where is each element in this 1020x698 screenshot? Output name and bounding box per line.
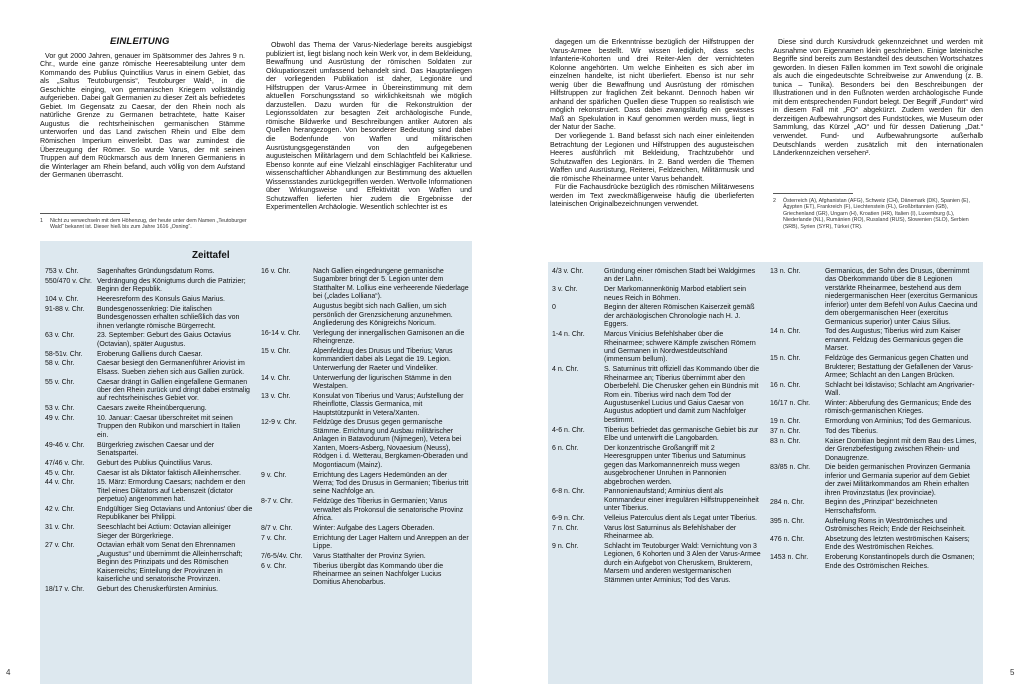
timeline-date: 42 v. Chr. [45,505,75,513]
timeline-date: 6-8 n. Chr. [552,488,585,496]
timeline-text: Sagenhaftes Gründungsdatum Roms. [97,268,215,275]
timeline-date: 7 v. Chr. [261,534,287,542]
timeline-entry [770,418,980,426]
timeline-entry [261,419,469,470]
timeline-date: 55 v. Chr. [45,378,75,386]
timeline-text: Bundesgenossenkrieg: Die italischen Bundesgenossen erhalten schließlich das von ihnen verlangte römische Bürgerrecht. [97,305,240,330]
timeline-date: 4 n. Chr. [552,366,579,374]
timeline-date: 18/17 v. Chr. [45,585,85,593]
right-column-1 [550,38,754,209]
timeline-date: 83 n. Chr. [770,437,801,445]
page-number: 5 [1010,668,1015,677]
timeline-entry [261,498,469,523]
timeline-date: 31 v. Chr. [45,524,75,532]
timeline-date: 16/17 n. Chr. [770,399,811,407]
timeline-entry [261,375,469,392]
timeline-entry [261,563,469,588]
timeline-entry [770,518,980,535]
timeline-text: 10. Januar: Caesar überschreitet mit seinen Truppen den Rubikon und marschiert in Italien ein. [97,414,241,439]
timeline-entry [770,382,980,399]
timeline-entry [261,393,469,418]
timeline-date: 6 v. Chr. [261,562,287,570]
timeline-entry [552,304,762,329]
timeline-text: Germanicus, der Sohn des Drusus, übernimmt das Oberkommando über die 8 Legionen verstärkte Rheinarmee, bestehend aus dem niedergermanischen Heer (exercitus Germanicus inferior) unter dem Befehl von Aulus Caecina und dem obergermanischen Heer (exercitus Germanicus superior) unter Caius Silius. [825,268,978,326]
timeline-entry [45,479,253,504]
timeline-text: Der Markomannenkönig Marbod etabliert sein neues Reich in Böhmen. [604,286,747,302]
timeline-entry [45,405,253,413]
timeline-date: 1-4 n. Chr. [552,331,585,339]
timeline-date: 49-46 v. Chr. [45,441,85,449]
timeline-text: Schlacht bei Idistaviso; Schlacht am Angrivarier-Wall. [825,381,975,398]
right-column-2-text [773,38,983,158]
timeline-text: Schlacht im Teutoburger Wald: Vernichtung von 3 Legionen, 6 Kohorten und 3 Alen der Varus-Armee durch ein Aufgebot von Cheruskern, Brukterern, Marsern und anderen westgermanischen Stämmen unter Arminius; Tod des Varus. [604,543,761,584]
timeline-entry [770,536,980,553]
timeline-date: 37 n. Chr. [770,427,801,435]
timeline-date: 16 v. Chr. [261,268,291,275]
left-column-1 [40,38,245,180]
footnote-text: Nicht zu verwechseln mit dem Höhenzug, der heute unter dem Namen „Teutoburger Wald“ bekannt ist. Dieser hieß bis zum Jahre 1616 „Osning“. [50,218,247,231]
timeline-entry [45,442,253,459]
timeline-date: 7 n. Chr. [552,524,579,532]
timeline-entry [45,360,253,377]
timeline-date: 14 n. Chr. [770,328,801,336]
timeline-entry [45,524,253,541]
timeline-date: 476 n. Chr. [770,535,805,543]
timeline-date: 395 n. Chr. [770,517,805,525]
timeline-text: Geburt des Cheruskerfürsten Arminius. [97,585,218,593]
timeline-text: S. Saturninus tritt offiziell das Kommando über die Rheinarmee an; Tiberius übernimmt aber den Oberbefehl. Die Cherusker gehen ein Bündnis mit Rom ein. Tiberius wird nach dem Tod der Augustusenkel Lucius und Gaius Caesar von Augustus adoptiert und damit zum Nachfolger bestimmt. [604,366,760,424]
timeline-entry [261,525,469,533]
timeline-entry [45,332,253,349]
timeline-entry [770,438,980,463]
timeline-column-3 [552,268,762,587]
timeline-column-2 [261,268,469,589]
timeline-entry [261,553,469,561]
timeline-text: Absetzung des letzten weströmischen Kaisers; Ende des Weströmischen Reiches. [825,535,970,552]
timeline-date: 4/3 v. Chr. [552,268,584,275]
timeline-date: 49 v. Chr. [45,414,75,422]
timeline-text: Verdrängung des Königtums durch die Patrizier; Beginn der Republik. [97,277,246,294]
timeline-date: 753 v. Chr. [45,268,79,275]
timeline-date: 550/470 v. Chr. [45,277,92,285]
timeline-entry [770,428,980,436]
right-column-1-text [550,38,754,209]
timeline-date: 8-7 v. Chr. [261,498,293,506]
timeline-text: Nach Gallien eingedrungene germanische Sugambrer bringt der 5. Legion unter dem Statthalter M. Lollius eine verheerende Niederlage bei („clades Lolliana“). [313,268,469,301]
timeline-entry [261,268,469,302]
footnote-text: Österreich (A), Afghanistan (AFG), Schweiz (CH), Dänemark (DK), Spanien (E), Ägypten (ET), Frankreich (F), Liechtenstein (FL), Großbritannien (GB), Griechenland (GR), Ungarn (H), Kroatien (HR), Italien (I), Luxemburg (L), Niederlande (NL), Rumänien (RO), Russland (RUS), Slowenien (SLO), Serbien (SRB), Syrien (SYR), Türkei (TR). [783,198,970,230]
timeline-text: Octavian erhält vom Senat den Ehrennamen „Augustus“ und übernimmt die Alleinherrschaft; Beginn des Prinzipats und des Römischen Kaiserreichs; Einteilung der Provinzen in kaiserliche und senatorische Provinzen. [97,542,243,584]
timeline-text: Geburt des Publius Quinctilius Varus. [97,459,213,467]
timeline-text: Varus Statthalter der Provinz Syrien. [313,552,426,560]
timeline-text: Kaiser Domitian beginnt mit dem Bau des Limes, der Grenzbefestigung zwischen Rhein- und Donaugrenze. [825,437,977,462]
timeline-entry [770,268,980,327]
timeline-text: Caesar ist als Diktator faktisch Alleinherrscher. [97,469,241,477]
timeline-entry [45,506,253,523]
paragraph: Diese sind durch Kursivdruck gekennzeichnet und werden mit Ausnahme von Eigennamen klein geschrieben. Einige lateinische Begriffe sind bereits zum Bestandteil des deutschen Wortschatzes geworden. In diesen Fällen kommen im Text sowohl die originale als auch die eingedeutschte Schreibweise zur Anwendung (z. B. tunica – Tunika). Besonders bei den Beschreibungen der Illustrationen und in den Fußnoten werden archäologische Funde mit dem entsprechenden Fundort belegt. Der Begriff „Fundort“ wird in diesem Fall mit „FO“ abgekürzt. Zudem werden für den derzeitigen Aufbewahrungsort des Fundstückes, wie Museum oder Sammlung, das Kürzel „AO“ und für dessen Datierung „Dat.“ verwendet. Fund- und Aufbewahrungsorte außerhalb Deutschlands werden zusätzlich mit den internationalen Länderkennzeichen versehen². [773,38,983,158]
timeline-date [261,303,313,328]
timeline-date: 6 n. Chr. [552,444,579,452]
timeline-entry [45,586,253,594]
timeline-entry [261,535,469,552]
timeline-date: 53 v. Chr. [45,405,75,413]
timeline-entry [770,499,980,516]
timeline-date: 58-51v. Chr. [45,350,83,358]
timeline-text: Beginn der älteren Römischen Kaiserzeit gemäß der archäologischen Chronologie nach H. J. Eggers. [604,304,755,329]
timeline-column-1 [45,268,253,596]
timeline-entry [770,400,980,417]
timeline-entry [552,515,762,523]
left-column-2-text [266,41,472,212]
paragraph: Obwohl das Thema der Varus-Niederlage bereits ausgiebigst publiziert ist, liegt bislang noch kein Werk vor, in dem Bekleidung, Bewaffnung und Ausrüstung der römischen Soldaten zur Okkupationszeit umfassend behandelt sind. Das Hauptanliegen der vorliegenden Publikation ist daher, Legionäre und Hilfstruppen der Varus-Armee in Übereinstimmung mit dem aktuellen Forschungsstand so wirklichkeitsnah wie möglich darzustellen. Dazu wurden für die Rekonstruktion der Legionssoldaten zur besagten Zeit archäologische Funde, römische Bildwerke und Beschreibungen antiker Autoren als Quellen herangezogen. Von besonderer Bedeutung sind dabei die Bodenfunde von Waffen und militärischen Ausrüstungsgegenständen von den aufgegebenen augusteischen Militärlagern und dem Schlachtfeld bei Kalkriese. Ebenso konnte auf eine Vielzahl einschlägiger Fachliteratur und wissenschaftlicher Abhandlungen zur Bestimmung des aktuellen Wissensstandes zurückgegriffen werden. Wertvolle Informationen über Wirkungsweise und Effektivität von Waffen und Schutzwaffen lieferten hier zudem die Ergebnisse der Experimentellen Archäologie. Wesentlich schlechter ist es [266,41,472,212]
timeline-entry [770,328,980,353]
paragraph: Vor gut 2000 Jahren, genauer im Spätsommer des Jahres 9 n. Chr., wurde eine ganze römische Heeresabteilung unter dem Kommando des Publius Quinctilius Varus in einem Gebiet, das als „Saltus Teutoburgensis“, Teutoburger Wald¹, in die Geschichte einging, von germanischen Kriegern vollständig aufgerieben. Dabei galt Germanien zu dieser Zeit als befriedetes Gebiet. Im Gegensatz zu Caesar, der den Rhein noch als natürliche Grenze zu Germanen betrachtete, hatte Kaiser Augustus die rechtsrheinischen germanischen Stämme unterworfen und das Land zwischen Rhein und Elbe dem Römischen Imperium einverleibt. Das war zumindest die Überzeugung der Römer. So wurde Varus, der mit seinen Truppen auf dem Rückmarsch aus dem Inneren Germaniens in die Winterlager am Rhein befand, auch völlig von dem Aufstand der Germanen überrascht. [40,51,245,180]
timeline-text: Velleius Paterculus dient als Legat unter Tiberius. [604,515,757,523]
timeline-date: 91-88 v. Chr. [45,305,85,313]
timeline-text: Tiberius übergibt das Kommando über die Rheinarmee an seinen Nachfolger Lucius Domitius Ahenobarbus. [313,562,444,587]
timeline-text: Gründung einer römischen Stadt bei Waldgirmes an der Lahn. [604,268,756,284]
timeline-text: Bürgerkrieg zwischen Caesar und der Senatspartei. [97,441,215,458]
timeline-text: Feldzüge des Germanicus gegen Chatten und Brukterer; Bestattung der Gefallenen der Varus-Armee; Schlacht an den Langen Brücken. [825,355,974,380]
right-column-2 [773,38,983,158]
timeline-text: Beginn des „Prinzipat“ bezeichneten Herrschaftsform. [825,499,938,515]
timeline-text: Caesar besiegt den Germanenführer Ariovist im Elsass. Sueben ziehen sich aus Gallien zurück. [97,360,245,376]
timeline-entry [552,366,762,425]
timeline-date: 14 v. Chr. [261,374,291,382]
timeline-text: Ermordung von Arminius; Tod des Germanicus. [825,418,972,426]
timeline-text: Unterwerfung der ligurischen Stämme in den Westalpen. [313,374,452,391]
timeline-entry [261,330,469,347]
timeline-entry [552,445,762,487]
timeline-entry [45,470,253,478]
timeline-entry [552,488,762,513]
timeline-text: Winter: Abberufung des Germanicus; Ende des römisch-germanischen Krieges. [825,399,972,416]
timeline-date: 58 v. Chr. [45,360,75,368]
timeline-text: Eroberung Konstantinopels durch die Osmanen; Ende des Oströmischen Reiches. [825,554,975,570]
timeline-date: 45 v. Chr. [45,469,75,477]
timeline-text: Der konzentrische Großangriff mit 2 Heeresgruppen unter Tiberius und Saturninus gegen das Markomannenreich muss wegen ausgebrochener Unruhen in Pannonien abgebrochen werden. [604,444,746,486]
left-column-1-text [40,52,245,180]
timeline-date: 13 v. Chr. [261,392,291,400]
timeline-text: Seeschlacht bei Actium: Octavian alleiniger Sieger der Bürgerkriege. [97,524,231,540]
timeline-entry [261,472,469,497]
timeline-text: Varus löst Saturninus als Befehlshaber der Rheinarmee ab. [604,524,737,541]
timeline-date: 9 n. Chr. [552,543,579,551]
timeline-entry [770,554,980,571]
timeline-entry [45,460,253,468]
timeline-entry [45,415,253,440]
page-number: 4 [6,668,11,677]
timeline-date: 83/85 n. Chr. [770,464,811,472]
timeline-text: Errichtung des Lagers Hedemünden an der Werra; Tod des Drusus in Germanien; Tiberius tritt seine Nachfolge an. [313,471,469,496]
timeline-date: 284 n. Chr. [770,499,805,507]
left-column-2 [266,41,472,212]
zeittafel-title: Zeittafel [192,250,230,261]
timeline-date: 6-9 n. Chr. [552,515,585,523]
timeline-date: 12-9 v. Chr. [261,419,297,427]
timeline-date: 9 v. Chr. [261,471,287,479]
timeline-entry [261,348,469,373]
timeline-entry [261,303,469,328]
timeline-text: Verlegung der innergallischen Garnisonen an die Rheingrenze. [313,329,465,346]
timeline-date: 16-14 v. Chr. [261,329,301,337]
timeline-text: Heeresreform des Konsuls Gaius Marius. [97,295,225,303]
timeline-date: 0 [552,304,556,312]
timeline-entry [770,464,980,498]
footnote-number: 2 [773,198,776,204]
timeline-entry [552,525,762,542]
timeline-entry [45,278,253,295]
timeline-entry [552,543,762,585]
timeline-text: Endgültiger Sieg Octavians und Antonius' über die Republikaner bei Philippi. [97,505,253,522]
footnote-number: 1 [40,218,43,224]
timeline-text: Alpenfeldzug des Drusus und Tiberius; Varus kommandiert dabei als Legat die 19. Legion. Unterwerfung der Raeter und Vindeliker. [313,347,453,372]
timeline-text: Caesars zweite Rheinüberquerung. [97,405,207,413]
footnote-rule [773,193,853,194]
timeline-entry [552,427,762,444]
timeline-text: Caesar drängt in Gallien eingefallene Germanen über den Rhein zurück und dringt dabei erstmalig auf rechtsrheinisches Gebiet vor. [97,378,250,403]
timeline-text: Tiberius befriedet das germanische Gebiet bis zur Elbe und unterwirft die Langobarden. [604,426,759,443]
timeline-text: Feldzüge des Drusus gegen germanische Stämme. Errichtung und Ausbau militärischer Anlagen in Batavodurum (Nijmegen), Vetera bei Xanten, Moers-Asberg, Novaesium (Neuss), Rödgen i. d. Wetterau, Bergkamen-Oberaden und Mogontiacum (Mainz). [313,419,468,469]
timeline-text: Feldzüge des Tiberius in Germanien; Varus verwaltet als Prokonsul die senatorische Provinz Africa. [313,498,464,523]
timeline-date: 47/46 v. Chr. [45,459,85,467]
paragraph: dagegen um die Erkenntnisse bezüglich der Hilfstruppen der Varus-Armee bestellt. Wir wissen lediglich, dass sechs Infanterie-Kohorten und drei Reiter-Alen der vernichteten Kolonne angehörten. Um welche Einheiten es sich aber im einzelnen handelte, ist nicht überliefert. Ebenso ist nur sehr wenig über die Bewaffnung und Ausrüstung der römischen Hilfstruppen zur fraglichen Zeit bekannt. Dennoch haben wir anhand der spärlichen Quellen diese Truppen so realistisch wie möglich rekonstruiert. Dass dabei zwangsläufig ein gewisses Maß an Spekulation in Kauf genommen werden muss, liegt in der Natur der Sache. [550,38,754,132]
timeline-text: 15. März: Ermordung Caesars; nachdem er den Titel eines Diktators auf Lebenszeit (dictator perpetuo) angenommen hat. [97,479,246,504]
timeline-entry [552,331,762,365]
timeline-text: Pannonienaufstand; Arminius dient als Kommandeur einer irregulären Hilfstruppeneinheit unter Tiberius. [604,488,759,513]
timeline-text: Aufteilung Roms in Weströmisches und Oströmisches Reich; Ende der Reichseinheit. [825,517,966,534]
timeline-entry [45,306,253,331]
timeline-date: 63 v. Chr. [45,332,75,340]
timeline-text: Augustus begibt sich nach Gallien, um sich persönlich der Grenzsicherung anzunehmen. Angliederung des Königreichs Noricum. [313,303,453,328]
timeline-entry [770,355,980,380]
right-page [510,0,1020,698]
timeline-text: 23. September: Geburt des Gaius Octavius (Octavian), später Augustus. [97,332,231,348]
timeline-entry [45,379,253,404]
timeline-entry [45,296,253,304]
timeline-date: 16 n. Chr. [770,381,801,389]
timeline-text: Winter: Aufgabe des Lagers Oberaden. [313,524,435,532]
timeline-entry [552,268,762,285]
paragraph: Der vorliegende 1. Band befasst sich nach einer einleitenden Betrachtung der Legionen und Hilfstruppen des augusteischen Heeres ausführlich mit Bekleidung, Trachtzubehör und Schutzwaffen des Legionärs. In 2. Band werden die Themen Waffen und Ausrüstung, Reiterei, Feldzeichen, Militärmusik und die römische Rheinarmee unter Varus behandelt. [550,132,754,183]
timeline-text: Die beiden germanischen Provinzen Germania inferior und Germania superior auf dem Gebiet der zwei Militärkommandos am Rhein erhalten ihren Provinzstatus (lex provinciae). [825,464,971,497]
timeline-date: 7/6-5/4v. Chr. [261,552,303,560]
timeline-date: 8/7 v. Chr. [261,524,293,532]
timeline-date: 19 n. Chr. [770,418,801,426]
timeline-text: Errichtung der Lager Haltern und Anreppen an der Lippe. [313,534,469,551]
timeline-date: 104 v. Chr. [45,295,79,303]
timeline-date: 15 v. Chr. [261,347,291,355]
timeline-text: Tod des Augustus; Tiberius wird zum Kaiser ernannt. Feldzug des Germanicus gegen die Marser. [825,328,964,353]
timeline-date: 1453 n. Chr. [770,554,809,562]
timeline-date: 15 n. Chr. [770,355,801,363]
timeline-text: Eroberung Galliens durch Caesar. [97,350,203,358]
timeline-column-4 [770,268,980,572]
timeline-date: 44 v. Chr. [45,479,75,487]
timeline-date: 13 n. Chr. [770,268,801,275]
timeline-entry [552,286,762,303]
timeline-date: 4-6 n. Chr. [552,426,585,434]
timeline-date: 3 v. Chr. [552,286,578,294]
timeline-text: Marcus Vinicius Befehlshaber über die Rheinarmee; schwere Kämpfe zwischen Römern und Germanen in Nordwestdeutschland (immensum bellum). [604,331,756,364]
paragraph: Für die Fachausdrücke bezüglich des römischen Militärwesens werden im Text zweckmäßigerweise häufig die überlieferten lateinischen Originalbezeichnungen verwendet. [550,183,754,209]
timeline-entry [45,542,253,584]
timeline-entry [45,351,253,359]
timeline-entry [45,268,253,276]
timeline-text: Konsulat von Tiberius und Varus; Aufstellung der Rheinflotte, Classis Germanica, mit Hauptstützpunkt in Vetera/Xanten. [313,392,464,417]
footnote-rule [40,213,130,214]
timeline-date: 27 v. Chr. [45,542,75,550]
timeline-text: Tod des Tiberius. [825,427,878,435]
section-heading: EINLEITUNG [110,36,170,47]
